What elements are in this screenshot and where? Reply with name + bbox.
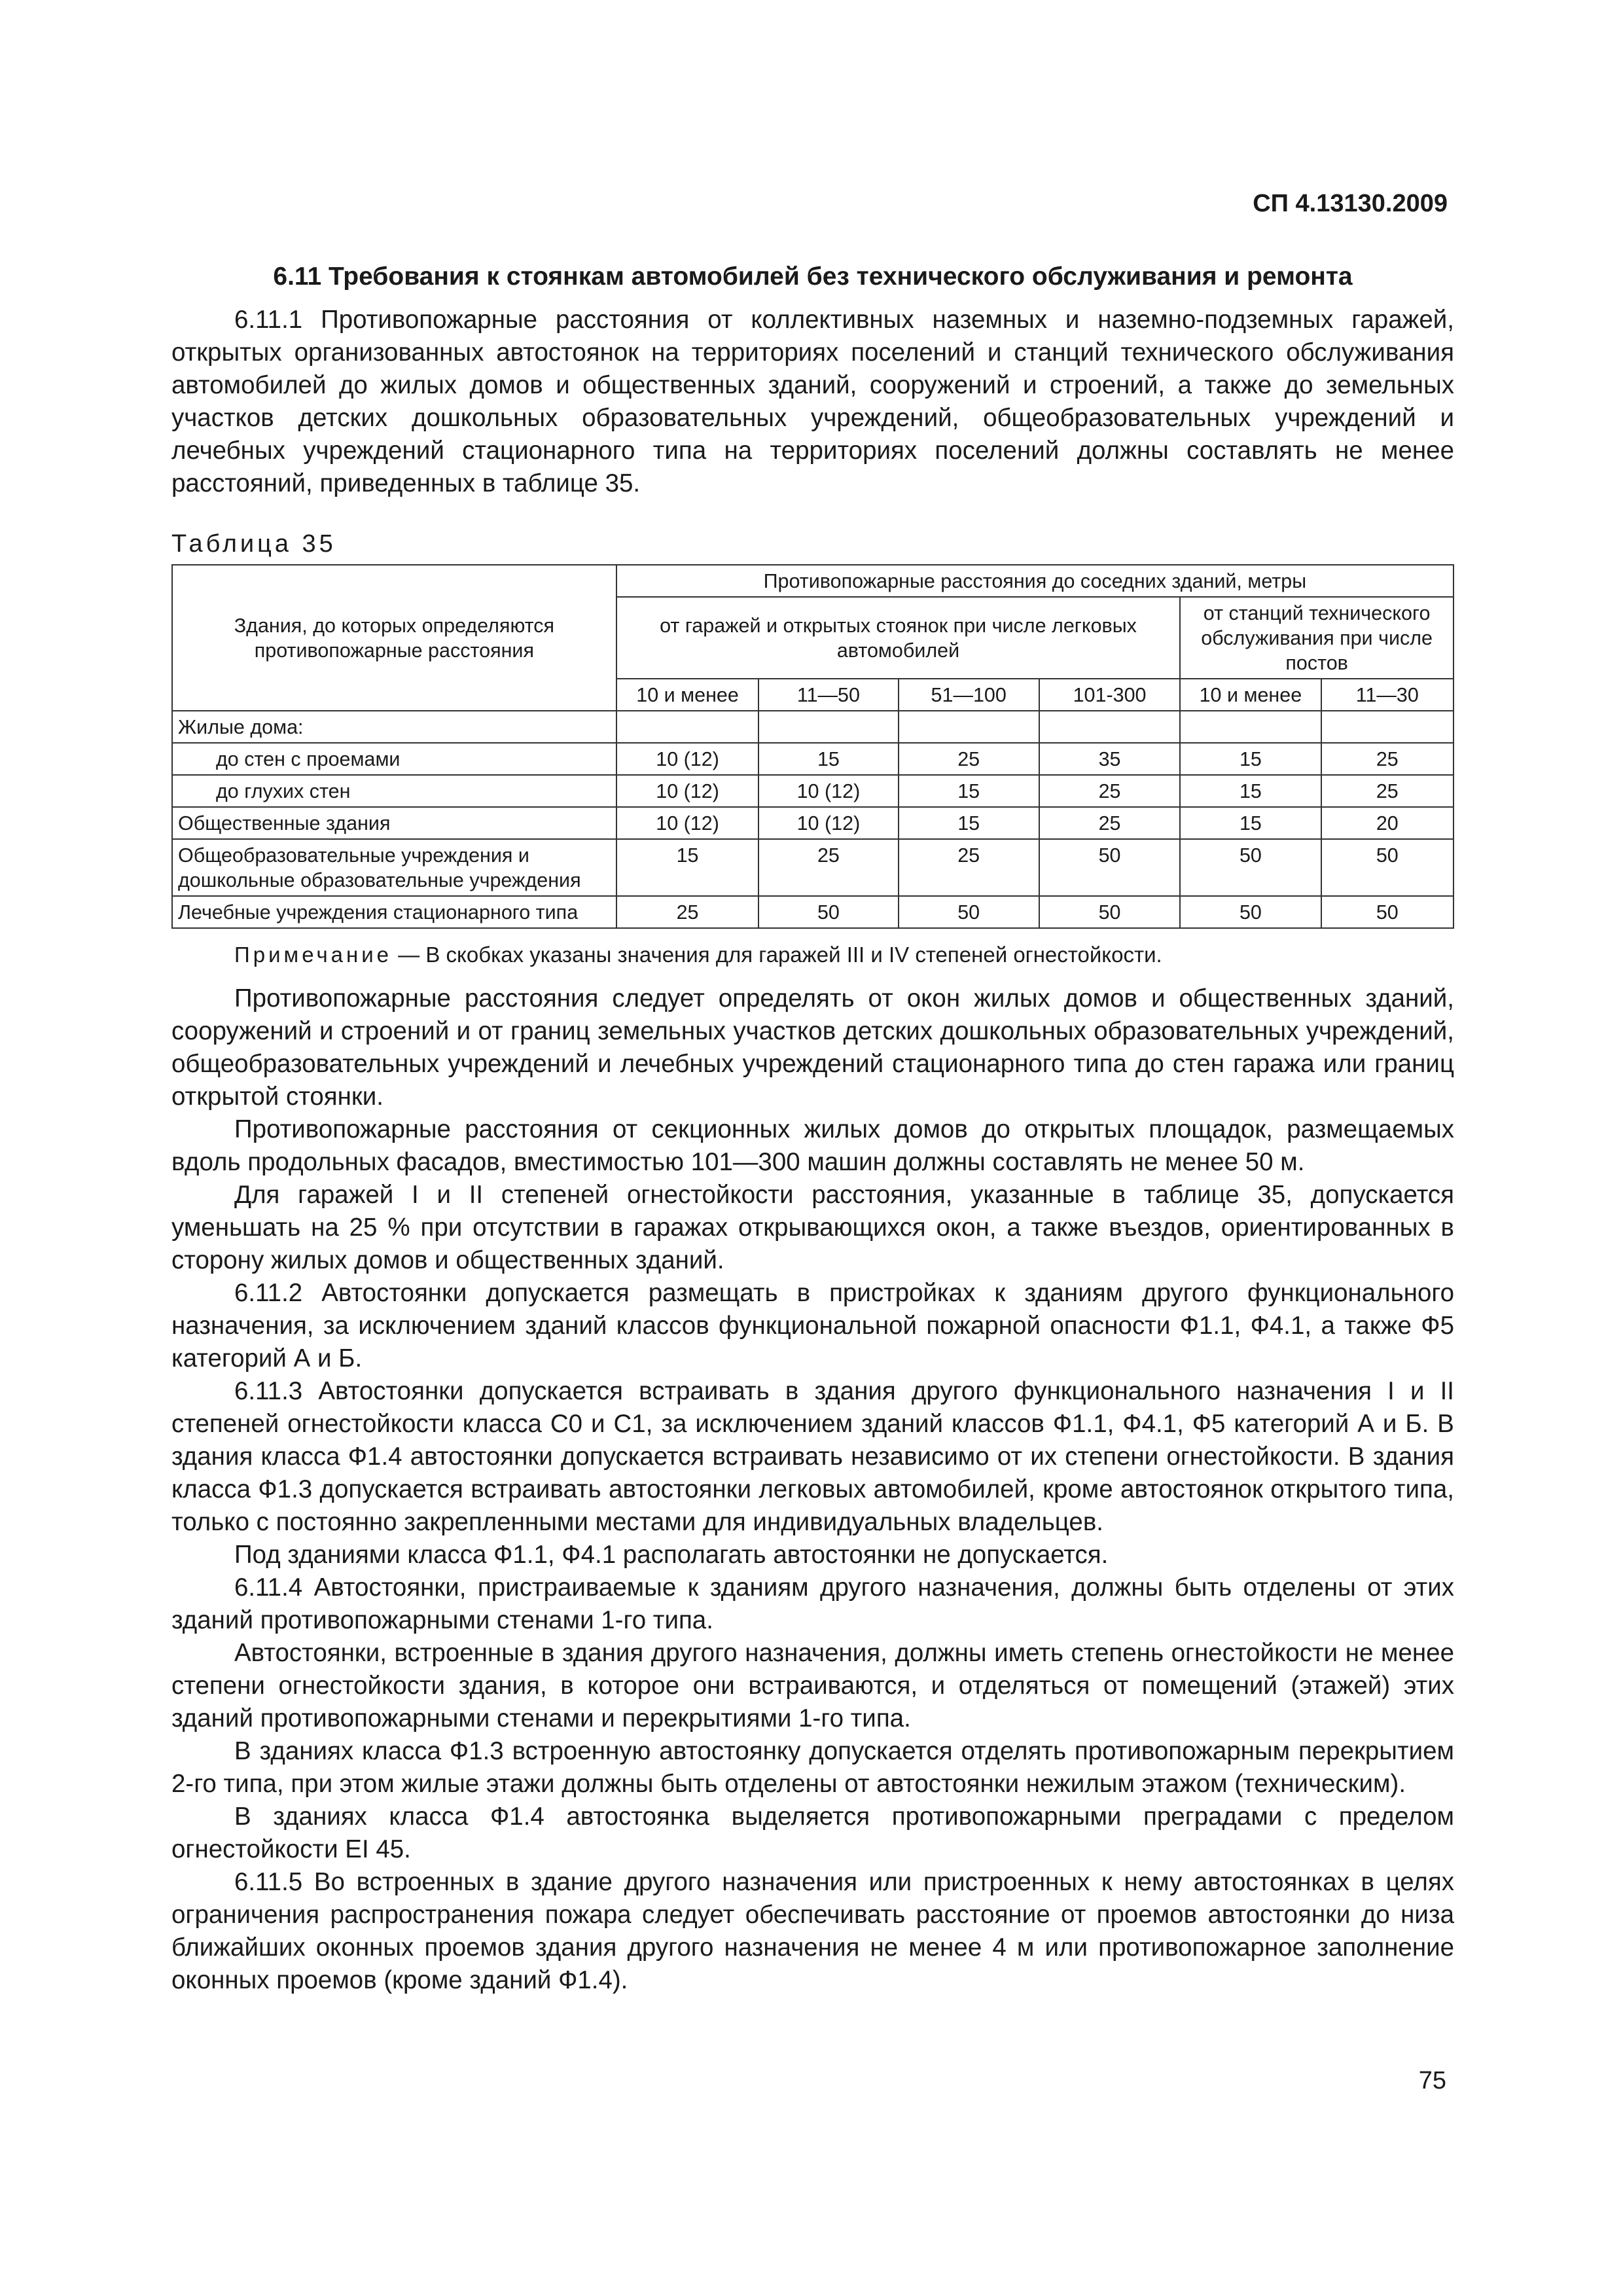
table-row bbox=[172, 839, 1454, 896]
header-col: 10 и менее bbox=[1180, 679, 1321, 711]
table-cell: 25 bbox=[899, 839, 1039, 896]
table-cell: 50 bbox=[1321, 896, 1454, 928]
table-cell: 25 bbox=[616, 896, 759, 928]
table-cell: 15 bbox=[616, 839, 759, 896]
table-cell bbox=[1180, 711, 1321, 743]
header-col: 11—50 bbox=[758, 679, 898, 711]
table-cell: 15 bbox=[899, 807, 1039, 839]
header-group-garages: от гаражей и открытых стоянок при числе легковых автомобилей bbox=[616, 597, 1180, 679]
table-cell: 25 bbox=[1039, 775, 1180, 807]
row-label: Общеобразовательные учреждения и дошкольные образовательные учреждения bbox=[172, 839, 616, 896]
table-cell bbox=[758, 711, 898, 743]
distances-table bbox=[171, 564, 1454, 929]
header-col: 10 и менее bbox=[616, 679, 759, 711]
table-cell: 25 bbox=[899, 743, 1039, 775]
table-cell: 50 bbox=[1039, 839, 1180, 896]
paragraph: В зданиях класса Ф1.3 встроенную автостоянку допускается отделять противопожарным перекрытием 2-го типа, при этом жилые этажи должны быть отделены от автостоянки нежилым этажом (техническим). bbox=[171, 1737, 1454, 1798]
header-group-main: Противопожарные расстояния до соседних зданий, метры bbox=[616, 565, 1454, 597]
paragraph: 6.11.3 Автостоянки допускается встраивать в здания другого функционального назначения I и II степеней огнестойкости класса С0 и С1, за исключением зданий классов Ф1.1, Ф4.1, Ф5 категорий А и Б. В здания класса Ф1.4 автостоянки допускается встраивать независимо от их степени огнестойкости. В здания класса Ф1.3 допускается встраивать автостоянки легковых автомобилей, кроме автостоянок открытого типа, только с постоянно закрепленными местами для индивидуальных владельцев. bbox=[171, 1377, 1454, 1536]
header-col: 11—30 bbox=[1321, 679, 1454, 711]
paragraph: Противопожарные расстояния от секционных жилых домов до открытых площадок, размещаемых вдоль продольных фасадов, вместимостью 101—300 машин должны составлять не менее 50 м. bbox=[171, 1115, 1454, 1176]
header-col: 101-300 bbox=[1039, 679, 1180, 711]
table-row bbox=[172, 743, 1454, 775]
table-cell: 15 bbox=[899, 775, 1039, 807]
table-cell: 15 bbox=[1180, 807, 1321, 839]
paragraph: Автостоянки, встроенные в здания другого назначения, должны иметь степень огнестойкости не менее степени огнестойкости здания, в которое они встраиваются, и отделяться от помещений (этажей) этих зданий противопожарными стенами и перекрытиями 1-го типа. bbox=[171, 1639, 1454, 1732]
section-title: 6.11 Требования к стоянкам автомобилей без технического обслуживания и ремонта bbox=[273, 262, 1353, 291]
table-row bbox=[172, 807, 1454, 839]
table-cell: 25 bbox=[1321, 775, 1454, 807]
table-cell bbox=[616, 711, 759, 743]
table-cell bbox=[1039, 711, 1180, 743]
header-col: 51—100 bbox=[899, 679, 1039, 711]
row-label: до глухих стен bbox=[172, 775, 616, 807]
document-code: СП 4.13130.2009 bbox=[1253, 190, 1448, 217]
table-cell: 15 bbox=[758, 743, 898, 775]
page-number: 75 bbox=[1418, 2067, 1446, 2094]
table-cell: 20 bbox=[1321, 807, 1454, 839]
paragraph: Противопожарные расстояния следует определять от окон жилых домов и общественных зданий, сооружений и строений и от границ земельных участков детских дошкольных образовательных учреждений, общеобразовательных учреждений и лечебных учреждений стационарного типа до стен гаража или границ открытой стоянки. bbox=[171, 984, 1454, 1111]
page-content bbox=[171, 260, 1454, 1997]
table-cell bbox=[899, 711, 1039, 743]
table-caption: Таблица 35 bbox=[171, 530, 336, 558]
paragraph: 6.11.1 Противопожарные расстояния от коллективных наземных и наземно-подземных гаражей, открытых организованных автостоянок на территориях поселений и станций технического обслуживания автомобилей до жилых домов и общественных зданий, сооружений и строений, а также до земельных участков детских дошкольных образовательных учреждений, общеобразовательных учреждений и лечебных учреждений стационарного типа на территориях поселений должны составлять не менее расстояний, приведенных в таблице 35. bbox=[171, 306, 1454, 497]
paragraph: 6.11.5 Во встроенных в здание другого назначения или пристроенных к нему автостоянках в целях ограничения распространения пожара следует обеспечивать расстояние от проемов автостоянки до низа ближайших оконных проемов здания другого назначения не менее 4 м или противопожарное заполнение оконных проемов (кроме зданий Ф1.4). bbox=[171, 1868, 1454, 1994]
paragraph: В зданиях класса Ф1.4 автостоянка выделяется противопожарными преградами с пределом огнестойкости EI 45. bbox=[171, 1803, 1454, 1863]
table-cell: 50 bbox=[1039, 896, 1180, 928]
table-cell: 50 bbox=[1180, 896, 1321, 928]
table-cell: 35 bbox=[1039, 743, 1180, 775]
table-note bbox=[171, 941, 1454, 969]
table-cell: 10 (12) bbox=[616, 807, 759, 839]
table-row bbox=[172, 775, 1454, 807]
row-label: до стен с проемами bbox=[172, 743, 616, 775]
table-cell: 50 bbox=[1321, 839, 1454, 896]
note-text: — В скобках указаны значения для гаражей III и IV степеней огнестойкости. bbox=[392, 942, 1162, 967]
table-cell: 25 bbox=[1321, 743, 1454, 775]
table-cell: 10 (12) bbox=[758, 775, 898, 807]
table-cell: 10 (12) bbox=[616, 743, 759, 775]
table-cell: 15 bbox=[1180, 775, 1321, 807]
row-label: Общественные здания bbox=[172, 807, 616, 839]
table-cell: 15 bbox=[1180, 743, 1321, 775]
header-group-stations: от станций технического обслуживания при числе постов bbox=[1180, 597, 1454, 679]
table-row bbox=[172, 896, 1454, 928]
table-cell: 25 bbox=[758, 839, 898, 896]
row-label: Лечебные учреждения стационарного типа bbox=[172, 896, 616, 928]
table-cell: 10 (12) bbox=[758, 807, 898, 839]
note-label: Примечание bbox=[234, 942, 393, 967]
table-cell: 25 bbox=[1039, 807, 1180, 839]
table-cell bbox=[1321, 711, 1454, 743]
paragraph: 6.11.4 Автостоянки, пристраиваемые к зданиям другого назначения, должны быть отделены от этих зданий противопожарными стенами 1-го типа. bbox=[171, 1573, 1454, 1634]
table-cell: 10 (12) bbox=[616, 775, 759, 807]
paragraph: Для гаражей I и II степеней огнестойкости расстояния, указанные в таблице 35, допускается уменьшать на 25 % при отсутствии в гаражах открывающихся окон, а также въездов, ориентированных в сторону жилых домов и общественных зданий. bbox=[171, 1181, 1454, 1274]
header-row-label: Здания, до которых определяются противопожарные расстояния bbox=[172, 565, 616, 711]
table-cell: 50 bbox=[899, 896, 1039, 928]
table-cell: 50 bbox=[758, 896, 898, 928]
paragraph: 6.11.2 Автостоянки допускается размещать в пристройках к зданиям другого функционального назначения, за исключением зданий классов функциональной пожарной опасности Ф1.1, Ф4.1, а также Ф5 категорий А и Б. bbox=[171, 1279, 1454, 1372]
paragraph: Под зданиями класса Ф1.1, Ф4.1 располагать автостоянки не допускается. bbox=[234, 1541, 1109, 1569]
table-cell: 50 bbox=[1180, 839, 1321, 896]
row-label: Жилые дома: bbox=[172, 711, 616, 743]
table-row bbox=[172, 711, 1454, 743]
